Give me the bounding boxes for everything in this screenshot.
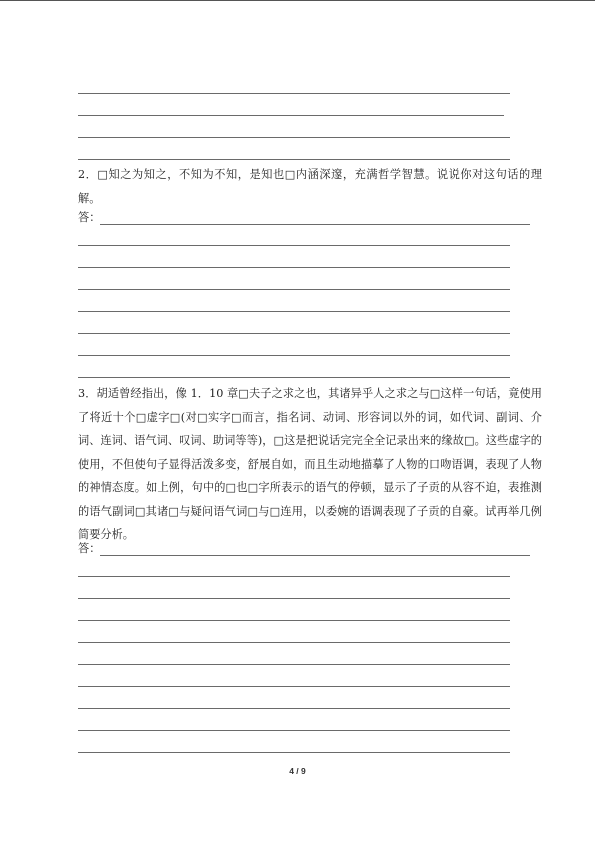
answer-line [78,333,510,334]
answer-line [78,355,510,356]
answer-line [78,159,510,160]
page-top-border [0,0,595,1]
answer-line [78,311,510,312]
answer-line [78,686,510,687]
answer-line [78,620,510,621]
answer-line [78,642,510,643]
question-2-answer-row[interactable] [78,211,530,225]
answer-line [78,708,510,709]
question-3-text: 3．胡适曾经指出，像 1．10 章□夫子之求之也，其诸异乎人之求之与□这样一句话，竟使用了将近十个□虚字□(对□实字□而言，指名词、动词、形容词以外的词，如代词、副词、介词、连词、语气词、叹词、助词等等)，□这是把说话完完全全记录出来的缘故□。这些虚字的使用，不但使句子显得活泼多变，舒展自如，而且生动地描摹了人物的口吻语调，表现了人物的神情态度。如上例，句中的□也□字所表示的语气的停顿，显示了子贡的从容不迫，表推测的语气副词□其诸□与疑问语气词□与□连用，以委婉的语调表现了子贡的自豪。试再举几例简要分析。 [78,387,542,541]
answer-line [78,137,510,138]
answer-line [78,730,510,731]
answer-line [78,289,510,290]
answer-label: 答： [78,542,101,555]
answer-line [78,377,510,378]
answer-line [78,752,510,753]
answer-first-line[interactable] [100,544,530,556]
question-2-text: 2．□知之为知之，不知为不知，是知也□内涵深邃，充满哲学智慧。说说你对这句话的理解。 [78,168,542,205]
answer-line [78,267,510,268]
answer-line [78,598,510,599]
page-number: 4 / 9 [289,766,306,776]
answer-line [78,93,510,94]
answer-first-line[interactable] [100,213,530,225]
question-3-answer-row[interactable] [78,542,530,556]
answer-line [78,576,510,577]
answer-line [78,245,510,246]
answer-label: 答： [78,211,101,224]
answer-line [78,664,510,665]
answer-line [78,115,504,116]
